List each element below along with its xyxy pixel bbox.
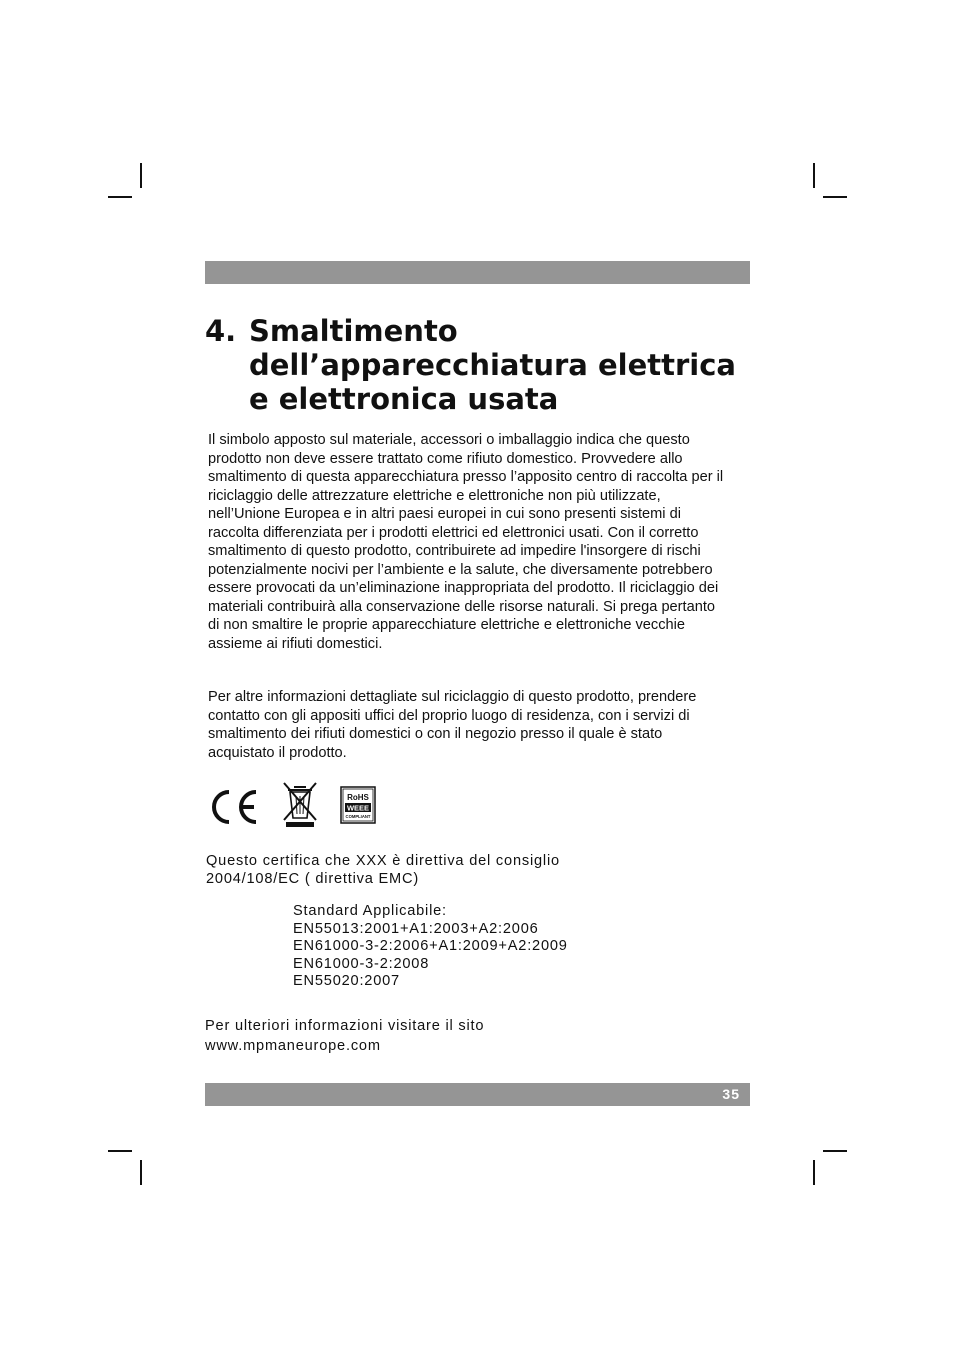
header-bar xyxy=(205,261,750,284)
more-info-text: Per ulteriori informazioni visitare il sito xyxy=(205,1018,485,1034)
weee-label: WEEE xyxy=(346,803,370,813)
crop-mark-bottom-left-v xyxy=(140,1160,142,1185)
ce-mark-icon xyxy=(208,788,260,826)
crop-mark-top-right-v xyxy=(813,163,815,188)
crop-mark-bottom-right-h xyxy=(823,1150,847,1152)
crop-mark-bottom-right-v xyxy=(813,1160,815,1185)
standard-item: EN61000-3-2:2006+A1:2009+A2:2009 xyxy=(293,938,568,955)
info-paragraph: Per altre informazioni dettagliate sul riciclaggio di questo prodotto, prendere contatto con gli appositi uffici del proprio luogo di residenza, con i servizi di smaltimento dei rifiuti domestici o con il negozio presso il quale è stato acquistato il prodotto. xyxy=(208,689,697,761)
rohs-label: RoHS xyxy=(347,793,369,802)
standard-item: EN55013:2001+A1:2003+A2:2006 xyxy=(293,920,539,937)
disposal-paragraph: Il simbolo apposto sul materiale, accessori o imballaggio indica che questo prodotto non deve essere trattato come rifiuto domestico. Provvedere allo smaltimento di questa apparecchiatura presso l’apposito centro di raccolta per il riciclaggio delle attrezzature elettriche e elettroniche non più utilizzate, nell’Unione Europea e in altri paesi europei in cui sono presenti sistemi di raccolta differenziata per i prodotti elettrici ed elettronici usati. Con il corretto smaltimento di questo prodotto, contribuirete ad impedire l'insorgere di rischi potenzialmente nocivi per l’ambiente e la salute, che diversamente potrebbero essere provocati da un’eliminazione inappropriata del prodotto. Il riciclaggio dei materiali contribuirà alla conservazione delle risorse naturali. Si prega pertanto di non smaltire le proprie apparecchiature elettriche e elettroniche vecchie assieme ai rifiuti domestici. xyxy=(208,432,724,652)
crop-mark-top-left-h xyxy=(108,196,132,198)
applicable-standards xyxy=(293,903,568,991)
section-number: 4. xyxy=(205,314,237,348)
rohs-weee-compliant-icon xyxy=(340,786,376,824)
certification-line: 2004/108/EC ( direttiva EMC) xyxy=(206,871,420,887)
compliant-label: COMPLIANT xyxy=(345,814,371,819)
crop-mark-bottom-left-h xyxy=(108,1150,132,1152)
website-url: www.mpmaneurope.com xyxy=(205,1037,381,1054)
title-line-1: Smaltimento xyxy=(249,314,458,348)
certification-line: Questo certifica che XXX è direttiva del consiglio xyxy=(206,853,560,869)
page-number: 35 xyxy=(722,1086,740,1102)
footer-bar xyxy=(205,1083,750,1106)
title-line-2: dell’apparecchiatura elettrica xyxy=(249,348,736,382)
compliance-logos xyxy=(208,780,388,830)
certification-statement xyxy=(206,852,560,888)
more-info xyxy=(205,1017,484,1056)
standard-item: EN55020:2007 xyxy=(293,973,400,990)
crop-mark-top-right-h xyxy=(823,196,847,198)
crop-mark-top-left-v xyxy=(140,163,142,188)
title-line-3: e elettronica usata xyxy=(249,382,559,416)
standard-item: EN61000-3-2:2008 xyxy=(293,955,430,972)
standards-heading: Standard Applicabile: xyxy=(293,903,447,919)
crossed-bin-icon xyxy=(280,780,320,828)
